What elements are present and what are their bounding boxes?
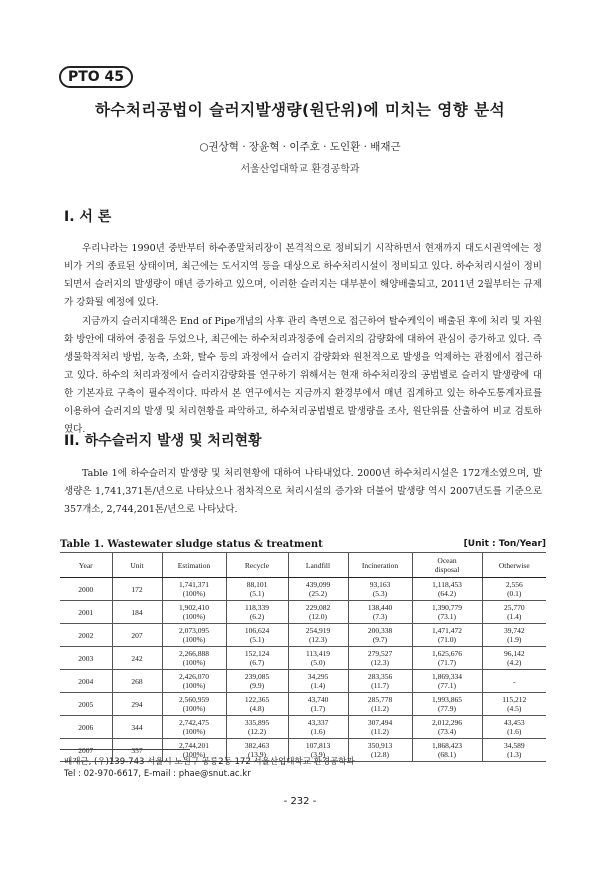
table-cell: 34,295 (1.4)	[288, 670, 348, 693]
table-header-cell: Unit	[112, 553, 162, 578]
table-header-cell: Landfill	[288, 553, 348, 578]
sludge-status-table	[60, 552, 546, 762]
table-row	[60, 624, 546, 647]
table-cell: 93,163 (5.3)	[348, 578, 412, 601]
footnote-divider	[60, 749, 190, 750]
table-cell: 106,624 (5.1)	[226, 624, 288, 647]
table-header-cell: Incineration	[348, 553, 412, 578]
table-cell: 254,919 (12.3)	[288, 624, 348, 647]
section-1-paragraph-1: 우리나라는 1990년 중반부터 하수종말처리장이 본격적으로 정비되기 시작하면서 현재까지 대도시권역에는 정비가 거의 종료된 상태이며, 최근에는 도서지역 등을 대상으로 하수처리시설이 정비되고 있다. 하수처리시설이 정비되면서 슬러지의 발생량이 매년 증가하고 있으며, 이러한 슬러지는 대부분이 해양배출되고, 2011년 2월부터는 규제가 강화될 예정에 있다.	[64, 243, 542, 308]
table-row	[60, 647, 546, 670]
table-cell: 88,101 (5.1)	[226, 578, 288, 601]
table-header-cell: Recycle	[226, 553, 288, 578]
table-header-cell: Ocean disposal	[412, 553, 482, 578]
page-number: - 232 -	[283, 796, 317, 807]
table-cell: 344	[112, 716, 162, 739]
table-row	[60, 578, 546, 601]
table-cell: 138,440 (7.3)	[348, 601, 412, 624]
table-cell: 1,993,865 (77.9)	[412, 693, 482, 716]
table-cell: 122,365 (4.8)	[226, 693, 288, 716]
table-cell: 113,419 (5.0)	[288, 647, 348, 670]
table-cell: 229,082 (12.0)	[288, 601, 348, 624]
table-cell: 43,453 (1.6)	[482, 716, 546, 739]
table-cell: 2002	[60, 624, 112, 647]
table-cell: 184	[112, 601, 162, 624]
table-header-cell: Year	[60, 553, 112, 578]
table-cell: 96,142 (4.2)	[482, 647, 546, 670]
table-header-cell: Estimation	[162, 553, 226, 578]
table-cell: 268	[112, 670, 162, 693]
table-header-cell: Otherwise	[482, 553, 546, 578]
table-cell: 1,390,779 (73.1)	[412, 601, 482, 624]
footnote-address: 배재근, (우)139-743 서울시 노원구 공릉2동 172 서울산업대학교 환경공학과	[64, 757, 355, 767]
table-cell: 350,913 (12.8)	[348, 739, 412, 762]
table-cell: 1,471,472 (71.0)	[412, 624, 482, 647]
table-cell: 2,073,095 (100%)	[162, 624, 226, 647]
table-cell: 43,337 (1.6)	[288, 716, 348, 739]
table-cell: 2006	[60, 716, 112, 739]
table-cell: 107,813 (3.9)	[288, 739, 348, 762]
table-caption	[60, 539, 546, 550]
paper-title: 하수처리공법이 슬러지발생량(원단위)에 미치는 영향 분석	[94, 101, 506, 119]
table-cell: 200,338 (9.7)	[348, 624, 412, 647]
authors: ○권상혁 · 장윤혁 · 이주호 · 도인환 · 배재근	[199, 141, 401, 153]
table-cell: 2005	[60, 693, 112, 716]
table-cell: 1,868,423 (68.1)	[412, 739, 482, 762]
table-cell: -	[482, 670, 546, 693]
table-cell: 439,099 (25.2)	[288, 578, 348, 601]
table-cell: 118,339 (6.2)	[226, 601, 288, 624]
table-cell: 1,625,676 (71.7)	[412, 647, 482, 670]
table-cell: 335,895 (12.2)	[226, 716, 288, 739]
table-row	[60, 716, 546, 739]
table-cell: 279,527 (12.3)	[348, 647, 412, 670]
section-2-paragraph-1: Table 1에 하수슬러지 발생량 및 처리현황에 대하여 나타내었다. 2000년 하수처리시설은 172개소였으며, 발생량은 1,741,371톤/년으로 나타났으나 점차적으로 처리시설의 증가와 더불어 발생량 역시 2007년도를 기준으로 357개소, 2,744,201톤/년으로 나타났다.	[64, 468, 542, 515]
table-cell: 172	[112, 578, 162, 601]
table-cell: 285,778 (11.2)	[348, 693, 412, 716]
table-cell: 1,741,371 (100%)	[162, 578, 226, 601]
table-cell: 357	[112, 739, 162, 762]
table-cell: 39,742 (1.9)	[482, 624, 546, 647]
table-cell: 2001	[60, 601, 112, 624]
table-cell: 207	[112, 624, 162, 647]
table-cell: 1,902,410 (100%)	[162, 601, 226, 624]
table-cell: 382,463 (13.9)	[226, 739, 288, 762]
table-title: Table 1. Wastewater sludge status & treatment	[60, 539, 323, 550]
table-cell: 283,356 (11.7)	[348, 670, 412, 693]
table-cell: 294	[112, 693, 162, 716]
table-row	[60, 601, 546, 624]
table-cell: 2007	[60, 739, 112, 762]
table-cell: 25,770 (1.4)	[482, 601, 546, 624]
table-unit: [Unit : Ton/Year]	[463, 539, 546, 549]
table-body	[60, 578, 546, 762]
session-badge: PTO 45	[59, 66, 133, 88]
table-cell: 34,589 (1.3)	[482, 739, 546, 762]
table-row	[60, 693, 546, 716]
table-cell: 2,012,296 (73.4)	[412, 716, 482, 739]
table-cell: 2,426,070 (100%)	[162, 670, 226, 693]
table-cell: 2,556 (0.1)	[482, 578, 546, 601]
table-row	[60, 670, 546, 693]
table-cell: 2,266,888 (100%)	[162, 647, 226, 670]
table-cell: 2000	[60, 578, 112, 601]
table-cell: 152,124 (6.7)	[226, 647, 288, 670]
table-cell: 2,742,475 (100%)	[162, 716, 226, 739]
table-cell: 2,560,959 (100%)	[162, 693, 226, 716]
table-cell: 115,212 (4.5)	[482, 693, 546, 716]
table-cell: 2,744,201 (100%)	[162, 739, 226, 762]
table-cell: 43,740 (1.7)	[288, 693, 348, 716]
table-header-row	[60, 553, 546, 578]
table-cell: 2003	[60, 647, 112, 670]
affiliation: 서울산업대학교 환경공학과	[240, 164, 360, 175]
table-cell: 307,494 (11.2)	[348, 716, 412, 739]
table-cell: 1,869,334 (77.1)	[412, 670, 482, 693]
section-1-heading: I. 서 론	[64, 209, 112, 225]
table-cell: 239,085 (9.9)	[226, 670, 288, 693]
table-cell: 1,118,453 (64.2)	[412, 578, 482, 601]
table-cell: 2004	[60, 670, 112, 693]
section-1-paragraph-2: 지금까지 슬러지대책은 End of Pipe개념의 사후 관리 측면으로 접근하여 탈수케익이 배출된 후에 처리 및 자원화 방안에 대하여 중점을 두었으나, 최근에는 하수처리과정중에 슬러지의 감량화에 대하여 관심이 증가하고 있다. 즉 생물학적처리 방법, 농축, 소화, 탈수 등의 과정에서 슬러지 감량화와 원천적으로 발생을 억제하는 관점에서 접근하고 있다. 하수의 처리과정에서 슬러지감량화를 연구하기 위해서는 현재 하수처리장의 공법별로 슬러지 발생량에 대한 기본자료 구축이 필수적이다. 따라서 본 연구에서는 지금까지 환경부에서 매년 집계하고 있는 하수도통계자료를 이용하여 슬러지의 발생 및 처리현황을 파악하고, 하수처리공법별로 발생량을 조사, 원단위를 산출하여 비교 검토하였다.	[64, 316, 542, 435]
table-cell: 242	[112, 647, 162, 670]
section-2-heading: II. 하수슬러지 발생 및 처리현황	[64, 433, 262, 449]
footnote-contact: Tel : 02-970-6617, E-mail : phae@snut.ac.kr	[64, 769, 251, 779]
